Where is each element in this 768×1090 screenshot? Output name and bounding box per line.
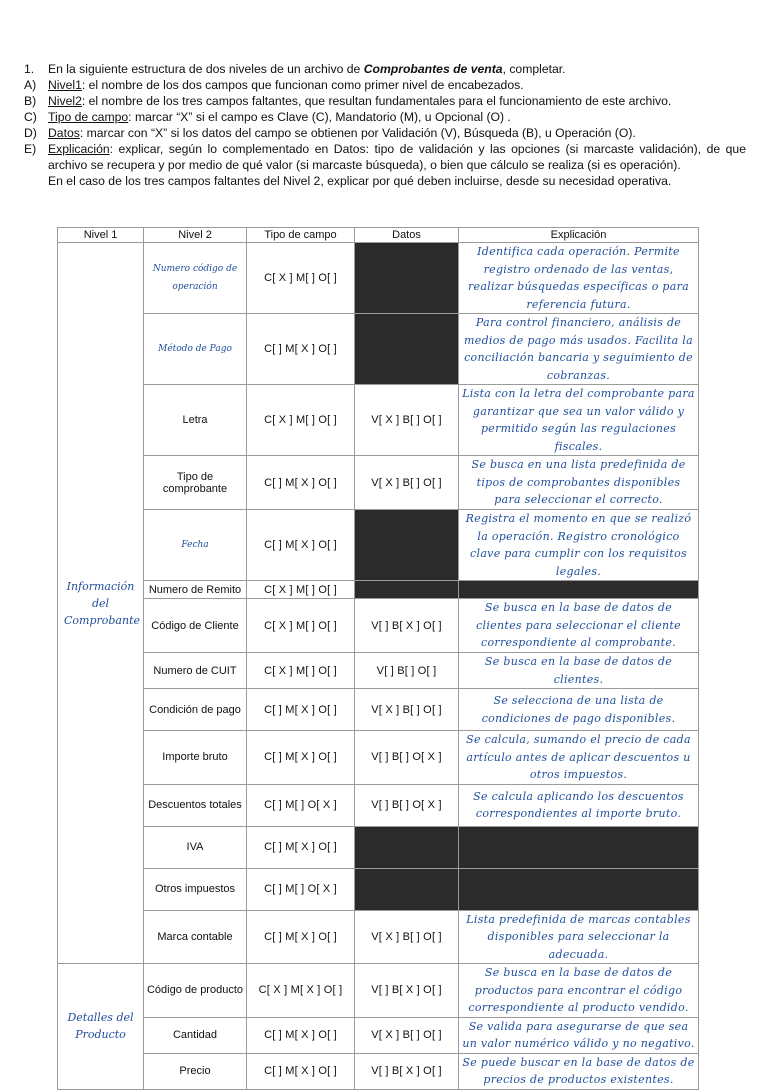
instruction-text: En el caso de los tres campos faltantes del Nivel 2, explicar por qué deben incluirse, desde su necesidad operativa. xyxy=(48,174,672,188)
datos-cell: V[ ] B[ ] O[ X ] xyxy=(355,731,459,785)
nivel1-label: Información del Comprobante xyxy=(64,579,141,627)
nivel2-cell: Tipo de comprobante xyxy=(144,456,247,510)
nivel2-cell: Numero de Remito xyxy=(144,581,247,599)
nivel1-cell xyxy=(58,964,144,1090)
nivel2-cell: IVA xyxy=(144,826,247,868)
datos-cell: V[ ] B[ ] O[ X ] xyxy=(355,784,459,826)
table-row xyxy=(58,599,699,653)
nivel1-label: Detalles del Producto xyxy=(67,1011,134,1042)
instruction-term: Nivel2 xyxy=(48,94,82,108)
item-marker: B) xyxy=(24,94,37,108)
instruction-text: : el nombre de los dos campos que funcionan como primer nivel de encabezados. xyxy=(81,78,524,92)
nivel2-cell: Importe bruto xyxy=(144,731,247,785)
explicacion-cell xyxy=(459,868,699,910)
instruction-text: : el nombre de los tres campos faltantes, que resultan fundamentales para el funcionamiento de este archivo. xyxy=(81,94,672,108)
instruction-text: : marcar “X” si el campo es Clave (C), Mandatorio (M), u Opcional (O) . xyxy=(128,110,511,124)
tipo-cell: C[ ] M[ X ] O[ ] xyxy=(247,910,355,964)
instruction-text: : marcar con “X” si los datos del campo se obtienen por Validación (V), Búsqueda (B), u Operación (O). xyxy=(79,126,636,140)
header-datos: Datos xyxy=(355,228,459,243)
nivel2-cell: Cantidad xyxy=(144,1017,247,1053)
instruction-term: Datos xyxy=(48,126,80,140)
instruction-text: : explicar, según lo complementado en Datos: tipo de validación y las opciones (si marcaste validación), de que archivo se recupera y por medio de qué valor (si marcaste búsqueda), o bien que cálculo se realiza (si es operación). xyxy=(48,142,746,172)
nivel1-cell xyxy=(58,243,144,964)
header-nivel-2: Nivel 2 xyxy=(144,228,247,243)
table-row xyxy=(58,868,699,910)
table-row xyxy=(58,1017,699,1053)
explicacion-cell: Se calcula, sumando el precio de cada artículo antes de aplicar descuentos u otros impuestos. xyxy=(459,731,699,785)
nivel2-cell: Letra xyxy=(144,385,247,456)
table-row xyxy=(58,826,699,868)
table-header-row xyxy=(58,228,699,243)
table-row xyxy=(58,581,699,599)
item-marker: E) xyxy=(24,142,37,156)
explicacion-cell: Se valida para asegurarse de que sea un valor numérico válido y no negativo. xyxy=(459,1017,699,1053)
instruction-term: Tipo de campo xyxy=(48,110,129,124)
header-explicacion: Explicación xyxy=(459,228,699,243)
table-row xyxy=(58,510,699,581)
tipo-cell: C[ ] M[ X ] O[ ] xyxy=(247,314,355,385)
instruction-a xyxy=(24,77,746,93)
instruction-c xyxy=(24,109,746,125)
datos-cell xyxy=(355,510,459,581)
tipo-cell: C[ ] M[ X ] O[ ] xyxy=(247,826,355,868)
explicacion-cell xyxy=(459,826,699,868)
tipo-cell: C[ ] M[ X ] O[ ] xyxy=(247,456,355,510)
tipo-cell: C[ ] M[ X ] O[ ] xyxy=(247,689,355,731)
explicacion-cell: Identifica cada operación. Permite registro ordenado de las ventas, realizar búsquedas específicas o para referencia futura. xyxy=(459,243,699,314)
item-marker: 1. xyxy=(24,62,35,76)
instruction-d xyxy=(24,125,746,141)
instruction-closing xyxy=(24,173,746,189)
nivel2-cell: Código de producto xyxy=(144,964,247,1018)
nivel2-cell: Método de Pago xyxy=(144,314,247,385)
item-marker: C) xyxy=(24,110,37,124)
table-row xyxy=(58,653,699,689)
tipo-cell: C[ ] M[ ] O[ X ] xyxy=(247,784,355,826)
nivel2-cell: Numero de CUIT xyxy=(144,653,247,689)
explicacion-cell: Se busca en la base de datos de productos para encontrar el código correspondiente al producto vendido. xyxy=(459,964,699,1018)
explicacion-cell: Lista con la letra del comprobante para garantizar que sea un valor válido y permitido según las regulaciones fiscales. xyxy=(459,385,699,456)
datos-cell xyxy=(355,314,459,385)
table-row xyxy=(58,910,699,964)
nivel2-cell: Código de Cliente xyxy=(144,599,247,653)
instruction-term: Explicación xyxy=(48,142,110,156)
explicacion-cell: Se calcula aplicando los descuentos correspondientes al importe bruto. xyxy=(459,784,699,826)
nivel2-cell: Descuentos totales xyxy=(144,784,247,826)
tipo-cell: C[ ] M[ X ] O[ ] xyxy=(247,510,355,581)
header-nivel-1: Nivel 1 xyxy=(58,228,144,243)
instruction-text: , completar. xyxy=(502,62,566,76)
table-row xyxy=(58,689,699,731)
table-row xyxy=(58,784,699,826)
tipo-cell: C[ X ] M[ ] O[ ] xyxy=(247,653,355,689)
datos-cell: V[ X ] B[ ] O[ ] xyxy=(355,689,459,731)
explicacion-cell: Se busca en la base de datos de clientes para seleccionar el cliente correspondiente al comprobante. xyxy=(459,599,699,653)
tipo-cell: C[ X ] M[ X ] O[ ] xyxy=(247,964,355,1018)
nivel2-cell: Condición de pago xyxy=(144,689,247,731)
explicacion-cell: Lista predefinida de marcas contables disponibles para seleccionar la adecuada. xyxy=(459,910,699,964)
file-name: Comprobantes de venta xyxy=(363,62,503,76)
datos-cell: V[ ] B[ X ] O[ ] xyxy=(355,964,459,1018)
header-tipo-de-campo: Tipo de campo xyxy=(247,228,355,243)
tipo-cell: C[ X ] M[ ] O[ ] xyxy=(247,385,355,456)
instruction-term: Nivel1 xyxy=(48,78,82,92)
explicacion-cell: Se busca en la base de datos de clientes. xyxy=(459,653,699,689)
table-row xyxy=(58,731,699,785)
datos-cell: V[ ] B[ X ] O[ ] xyxy=(355,599,459,653)
explicacion-cell: Se busca en una lista predefinida de tipos de comprobantes disponibles para seleccionar el correcto. xyxy=(459,456,699,510)
instruction-b xyxy=(24,93,746,109)
tipo-cell: C[ ] M[ X ] O[ ] xyxy=(247,731,355,785)
comprobantes-table xyxy=(57,227,699,1090)
table-row xyxy=(58,314,699,385)
table-row xyxy=(58,385,699,456)
explicacion-cell: Se selecciona de una lista de condiciones de pago disponibles. xyxy=(459,689,699,731)
instruction-item-1 xyxy=(24,61,746,77)
datos-cell xyxy=(355,243,459,314)
instruction-e xyxy=(24,141,746,173)
tipo-cell: C[ ] M[ ] O[ X ] xyxy=(247,868,355,910)
datos-cell: V[ X ] B[ ] O[ ] xyxy=(355,456,459,510)
nivel2-cell: Otros impuestos xyxy=(144,868,247,910)
tipo-cell: C[ ] M[ X ] O[ ] xyxy=(247,1053,355,1089)
nivel2-cell: Precio xyxy=(144,1053,247,1089)
table-row xyxy=(58,964,699,1018)
explicacion-cell: Se puede buscar en la base de datos de precios de productos existentes. xyxy=(459,1053,699,1089)
tipo-cell: C[ ] M[ X ] O[ ] xyxy=(247,1017,355,1053)
datos-cell: V[ X ] B[ ] O[ ] xyxy=(355,385,459,456)
nivel2-cell: Marca contable xyxy=(144,910,247,964)
nivel2-cell: Numero código de operación xyxy=(144,243,247,314)
table-row xyxy=(58,1053,699,1089)
datos-cell xyxy=(355,868,459,910)
tipo-cell: C[ X ] M[ ] O[ ] xyxy=(247,243,355,314)
explicacion-cell: Registra el momento en que se realizó la operación. Registro cronológico clave para cumplir con los requisitos legales. xyxy=(459,510,699,581)
tipo-cell: C[ X ] M[ ] O[ ] xyxy=(247,599,355,653)
explicacion-cell: Para control financiero, análisis de medios de pago más usados. Facilita la conciliación bancaria y seguimiento de cobranzas. xyxy=(459,314,699,385)
datos-cell xyxy=(355,826,459,868)
tipo-cell: C[ X ] M[ ] O[ ] xyxy=(247,581,355,599)
explicacion-cell xyxy=(459,581,699,599)
item-marker: D) xyxy=(24,126,37,140)
datos-cell: V[ ] B[ X ] O[ ] xyxy=(355,1053,459,1089)
table-row xyxy=(58,456,699,510)
item-marker: A) xyxy=(24,78,37,92)
datos-cell xyxy=(355,581,459,599)
datos-cell: V[ X ] B[ ] O[ ] xyxy=(355,910,459,964)
datos-cell: V[ X ] B[ ] O[ ] xyxy=(355,1017,459,1053)
table-row xyxy=(58,243,699,314)
datos-cell: V[ ] B[ ] O[ ] xyxy=(355,653,459,689)
nivel2-cell: Fecha xyxy=(144,510,247,581)
instructions xyxy=(24,61,746,189)
instruction-text: En la siguiente estructura de dos niveles de un archivo de xyxy=(48,62,364,76)
